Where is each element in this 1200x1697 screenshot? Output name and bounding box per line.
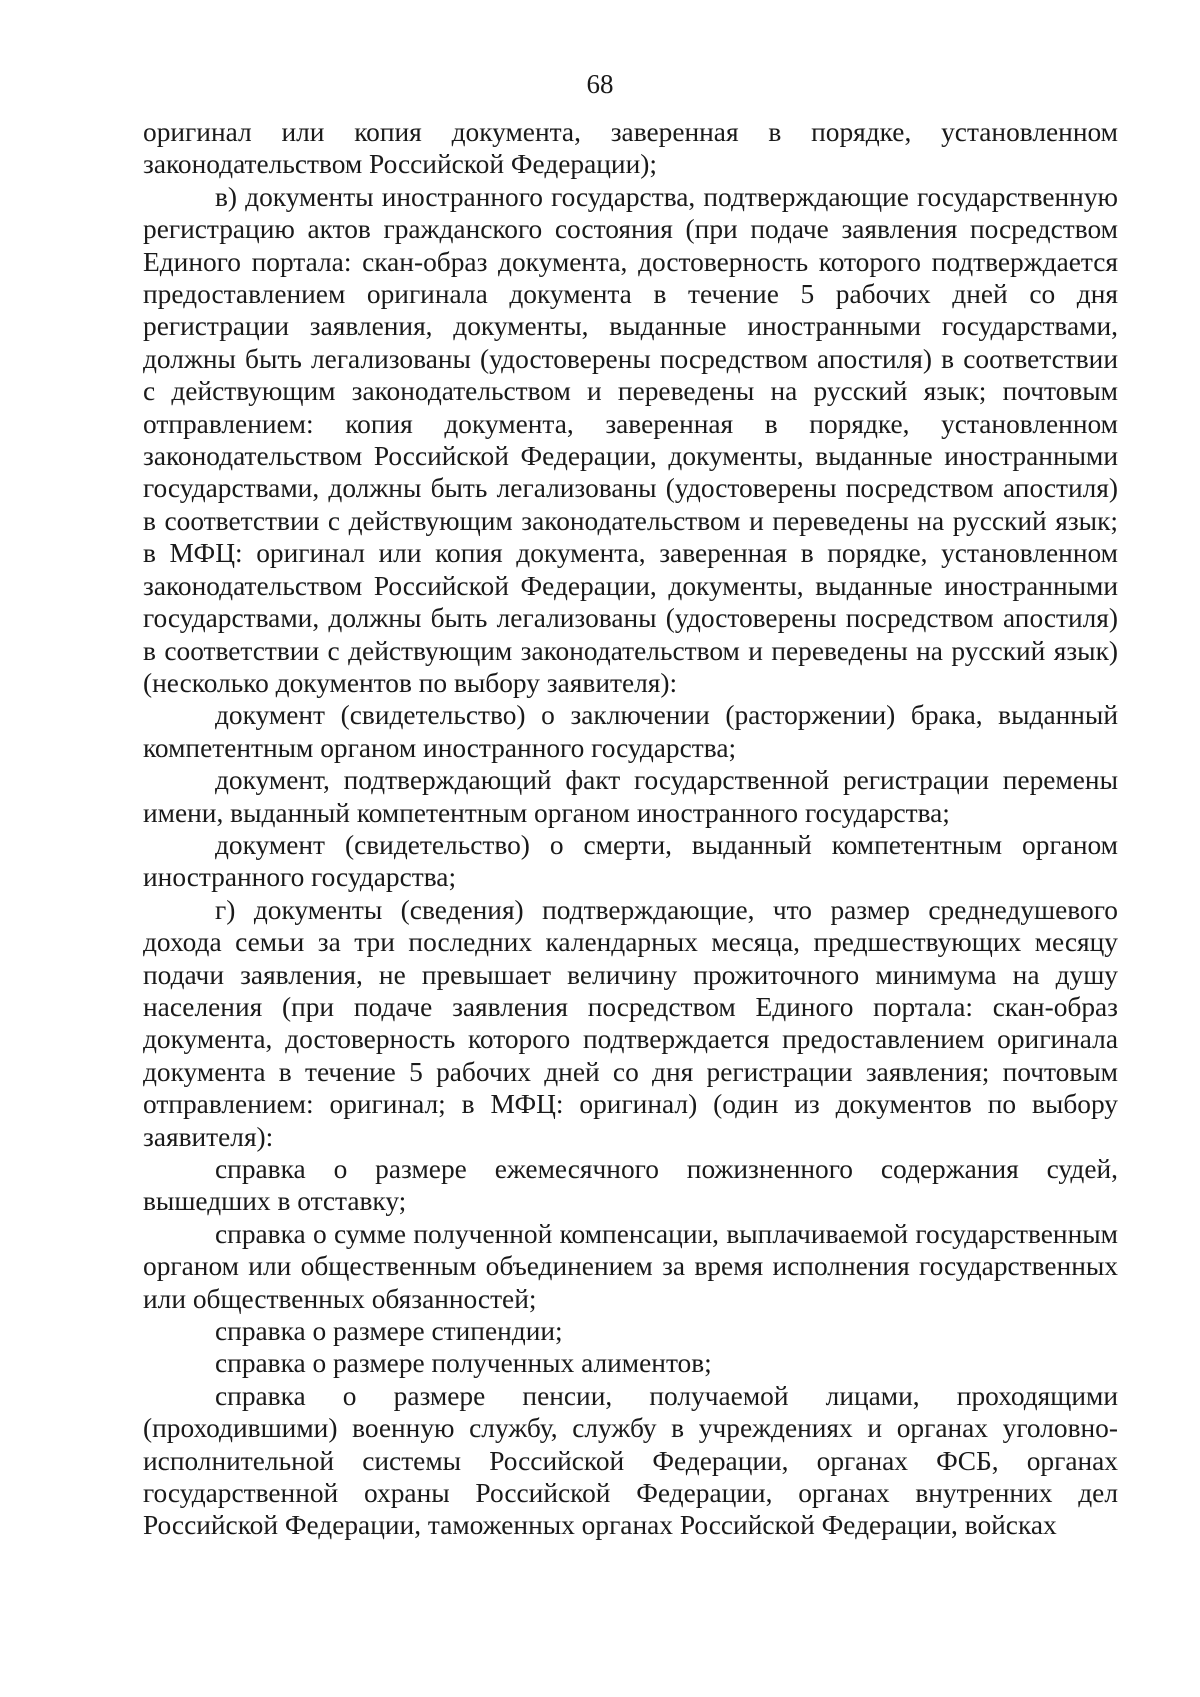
paragraph: г) документы (сведения) подтверждающие, что размер среднедушевого дохода семьи за три последних календарных месяца, предшествующих месяцу подачи заявления, не превышает величину прожиточного минимума на душу населения (при подаче заявления посредством Единого портала: скан-образ документа, достоверность которого подтверждается предоставлением оригинала документа в течение 5 рабочих дней со дня регистрации заявления; почтовым отправлением: оригинал; в МФЦ: оригинал) (один из документов по выбору заявителя):: [143, 894, 1118, 1152]
paragraph: справка о размере полученных алиментов;: [215, 1348, 712, 1379]
paragraph: справка о размере ежемесячного пожизненного содержания судей, вышедших в отставку;: [143, 1154, 1118, 1217]
document-body: [143, 116, 1118, 1542]
paragraph: справка о сумме полученной компенсации, выплачиваемой государственным органом или общественным объединением за время исполнения государственных или общественных обязанностей;: [143, 1218, 1118, 1314]
paragraph: документ (свидетельство) о заключении (расторжении) брака, выданный компетентным органом иностранного государства;: [143, 700, 1118, 763]
paragraph: в) документы иностранного государства, подтверждающие государственную регистрацию актов гражданского состояния (при подаче заявления посредством Единого портала: скан-образ документа, достоверность которого подтверждается предоставлением оригинала документа в течение 5 рабочих дней со дня регистрации заявления, документы, выданные иностранными государствами, должны быть легализованы (удостоверены посредством апостиля) в соответствии с действующим законодательством и переведены на русский язык; почтовым отправлением: копия документа, заверенная в порядке, установленном законодательством Российской Федерации, документы, выданные иностранными государствами, должны быть легализованы (удостоверены посредством апостиля) в соответствии с действующим законодательством и переведены на русский язык; в МФЦ: оригинал или копия документа, заверенная в порядке, установленном законодательством Российской Федерации, документы, выданные иностранными государствами, должны быть легализованы (удостоверены посредством апостиля) в соответствии с действующим законодательством и переведены на русский язык) (несколько документов по выбору заявителя):: [143, 181, 1118, 698]
paragraph: документ (свидетельство) о смерти, выданный компетентным органом иностранного государства;: [143, 829, 1118, 893]
paragraph: документ, подтверждающий факт государственной регистрации перемены имени, выданный компетентным органом иностранного государства;: [143, 765, 1118, 828]
paragraph: справка о размере стипендии;: [215, 1316, 563, 1347]
paragraph: справка о размере пенсии, получаемой лицами, проходящими (проходившими) военную службу, службу в учреждениях и органах уголовно-исполнительной системы Российской Федерации, органах ФСБ, органах государственной охраны Российской Федерации, органах внутренних дел Российской Федерации, таможенных органах Российской Федерации, войсках: [143, 1380, 1118, 1541]
paragraph: оригинал или копия документа, заверенная в порядке, установленном законодательством Российской Федерации);: [143, 117, 1118, 180]
page-number: 68: [586, 69, 614, 99]
